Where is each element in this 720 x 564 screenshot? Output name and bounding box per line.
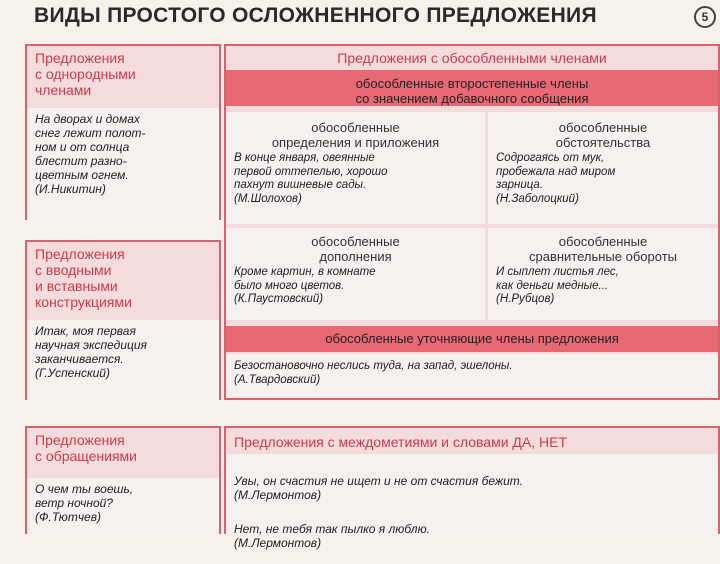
clarifying-example [226,354,718,398]
isolated-members-header: Предложения с обособленными членами [337,50,607,66]
homogeneous-members-header: Предложения с однородными членами [35,50,136,98]
page-title: ВИДЫ ПРОСТОГО ОСЛОЖНЕННОГО ПРЕДЛОЖЕНИЯ [34,4,597,27]
cell-objects-text: Кроме картин, в комнате было много цветов. (К.Паустовский) [234,266,376,305]
cell-circumstances-text: Содрогаясь от мук, пробежала над миром зарница. (Н.Заболоцкий) [496,152,616,205]
introductory-constructions-example: Итак, моя первая научная экспедиция заканчивается. (Г.Успенский) [27,320,219,400]
cell-circumstances-title: обособленные обстоятельства [555,120,651,150]
homogeneous-members-example: На дворах и домах снег лежит полот- ном и от солнца блестит разно- цветным огнем. (И.Никитин) [27,108,219,220]
cell-definitions-text: В конце января, овеянные первой оттепелью, хорошо пахнут вишневые сады. (М.Шолохов) [234,152,388,205]
clarifying-members-band: обособленные уточняющие члены предложения [226,326,718,352]
address-header: Предложения с обращениями [35,432,137,464]
address-example: О чем ты воешь, ветр ночной? (Ф.Тютчев) [27,478,219,538]
interjections-examples [226,454,718,550]
interjections-example-2: Нет, не тебя так пылко я люблю. (М.Лермонтов) [234,522,430,550]
introductory-constructions-header: Предложения с вводными и вставными конструкциями [35,246,132,310]
cell-objects [226,228,485,320]
cell-comparisons-text: И сыплет листья лес, как деньги медные... (Н.Рубцов) [496,266,619,305]
interjections-example-1: Увы, он счастия не ищет и не от счастия бежит. (М.Лермонтов) [234,474,523,502]
introductory-constructions-box [25,240,221,400]
interjections-box [224,426,720,550]
address-box [25,426,221,534]
interjections-header: Предложения с междометиями и словами ДА, НЕТ [234,434,568,450]
homogeneous-members-box [25,44,221,220]
page-number: 5 [694,6,716,28]
cell-definitions [226,112,485,224]
cell-comparisons [488,228,718,320]
clarifying-example-text: Безостановочно неслись туда, на запад, эшелоны. (А.Твардовский) [234,360,513,386]
cell-circumstances [488,112,718,224]
cell-definitions-title: обособленные определения и приложения [271,120,440,150]
cell-objects-title: обособленные дополнения [311,234,400,264]
cell-comparisons-title: обособленные сравнительные обороты [528,234,677,264]
secondary-members-band: обособленные второстепенные члены со значением добавочного сообщения [226,70,718,106]
